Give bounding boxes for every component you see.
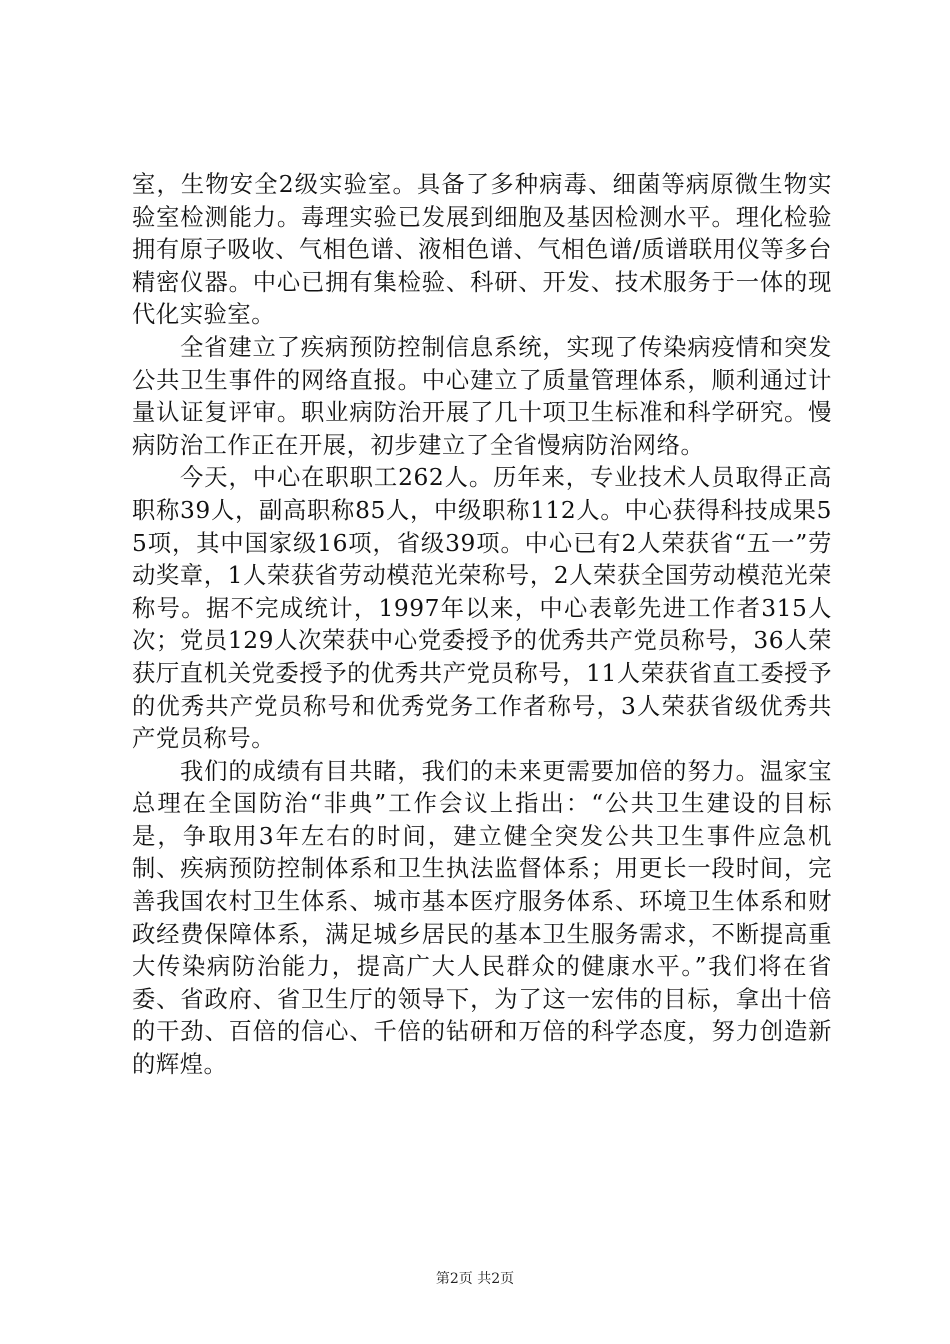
document-body xyxy=(132,169,832,1082)
page-number-footer: 第2页 共2页 xyxy=(435,1271,515,1287)
paragraph-future-goals: 我们的成绩有目共睹，我们的未来更需要加倍的努力。温家宝总理在全国防治“非典”工作会议上指出：“公共卫生建设的目标是，争取用3年左右的时间，建立健全突发公共卫生事件应急机制、疾病预防控制体系和卫生执法监督体系；用更长一段时间，完善我国农村卫生体系、城市基本医疗服务体系、环境卫生体系和财政经费保障体系，满足城乡居民的基本卫生服务需求，不断提高重大传染病防治能力，提高广大人民群众的健康水平。”我们将在省委、省政府、省卫生厅的领导下，为了这一宏伟的目标，拿出十倍的干劲、百倍的信心、千倍的钻研和万倍的科学态度，努力创造新的辉煌。 xyxy=(132,757,832,1079)
paragraph-continued: 室，生物安全2级实验室。具备了多种病毒、细菌等病原微生物实验室检测能力。毒理实验已发展到细胞及基因检测水平。理化检验拥有原子吸收、气相色谱、液相色谱、气相色谱/质谱联用仪等多台精密仪器。中心已拥有集检验、科研、开发、技术服务于一体的现代化实验室。 xyxy=(132,171,832,329)
paragraph-info-system: 全省建立了疾病预防控制信息系统，实现了传染病疫情和突发公共卫生事件的网络直报。中心建立了质量管理体系，顺利通过计量认证复评审。职业病防治开展了几十项卫生标准和科学研究。慢病防治工作正在开展，初步建立了全省慢病防治网络。 xyxy=(132,333,832,459)
paragraph-staff-achievements: 今天，中心在职职工262人。历年来，专业技术人员取得正高职称39人，副高职称85人，中级职称112人。中心获得科技成果55项，其中国家级16项，省级39项。中心已有2人荣获省“五一”劳动奖章，1人荣获省劳动模范光荣称号，2人荣获全国劳动模范光荣称号。据不完成统计，1997年以来，中心表彰先进工作者315人次；党员129人次荣获中心党委授予的优秀共产党员称号，36人荣获厅直机关党委授予的优秀共产党员称号，11人荣获省直工委授予的优秀共产党员称号和优秀党务工作者称号，3人荣获省级优秀共产党员称号。 xyxy=(132,464,832,753)
